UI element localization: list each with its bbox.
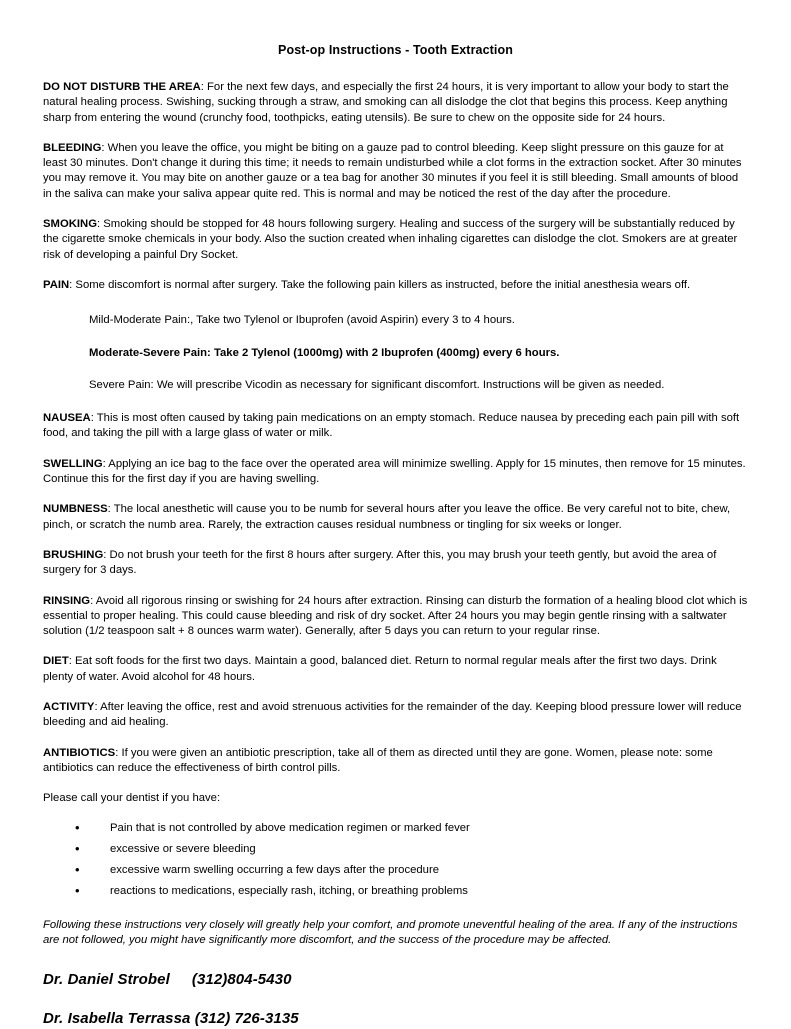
section-body: Do not brush your teeth for the first 8 hours after surgery. After this, you may brush your teeth gently, but avoid the area of surgery for 3 days. <box>43 548 717 577</box>
list-item <box>75 863 748 878</box>
section-paragraph <box>43 746 748 777</box>
bullet-icon: • <box>75 840 80 856</box>
section-paragraph <box>43 548 748 579</box>
list-item-label: excessive or severe bleeding <box>110 842 256 855</box>
symptom-list <box>43 821 748 900</box>
section-body: Avoid all rigorous rinsing or swishing for 24 hours after extraction. Rinsing can disturb the formation of a healing blood clot which is essential to proper healing. This could cause bleeding and risk of dry socket. After 24 hours you may begin gentle rinsing with a saltwater solution (1/2 teaspoon salt + 8 ounces warm water). Generally, after 5 days you can return to your regular rinse. <box>43 594 748 638</box>
section-body: After leaving the office, rest and avoid strenuous activities for the remainder of the day. Keeping blood pressure lower will reduce bleeding and aid healing. <box>43 701 742 729</box>
section-label-separator: : <box>90 412 94 425</box>
section-label: ANTIBIOTICS <box>43 746 116 759</box>
section-label-separator: : <box>68 655 72 668</box>
doctor-name: Dr. Daniel Strobel <box>43 971 170 989</box>
list-item <box>75 821 748 836</box>
section-body: Smoking should be stopped for 48 hours following surgery. Healing and success of the surgery will be substantially reduced by the cigarette smoke chemicals in your body. Also the suction created when inhaling cigarettes can dislodge the clot. Smokers are at greater risk of developing a painful Dry Socket. <box>43 218 738 261</box>
section-label: ACTIVITY <box>43 701 95 714</box>
pain-level-instruction: Mild-Moderate Pain:, Take two Tylenol or Ibuprofen (avoid Aspirin) every 3 to 4 hours. <box>89 314 515 327</box>
section-body: If you were given an antibiotic prescription, take all of them as directed until they are gone. Women, please note: some antibiotics can reduce the effectiveness of birth control pills. <box>43 746 713 774</box>
section-label-separator: : <box>90 594 94 607</box>
section-label-separator: : <box>94 701 98 714</box>
doctor-name: Dr. Isabella Terrassa <box>43 1010 191 1028</box>
section-body: Applying an ice bag to the face over the operated area will minimize swelling. Apply for 15 minutes, then remove for 15 minutes. Continue this for the first day if you are having swelling. <box>43 457 746 486</box>
section-label: NUMBNESS <box>43 503 108 516</box>
section-label: PAIN <box>43 278 70 291</box>
list-item-label: excessive warm swelling occurring a few days after the procedure <box>110 864 440 877</box>
section-paragraph <box>43 80 748 126</box>
section-paragraph <box>43 457 748 488</box>
section-label-separator: : <box>101 141 105 154</box>
section-paragraph <box>43 278 748 293</box>
bullet-icon: • <box>75 862 80 878</box>
sections-secondary <box>43 411 748 776</box>
list-item <box>75 842 748 857</box>
pain-level-instruction: Moderate-Severe Pain: Take 2 Tylenol (1000mg) with 2 Ibuprofen (400mg) every 6 hours. <box>89 346 560 359</box>
section-label: NAUSEA <box>43 412 91 425</box>
pain-levels-group <box>43 313 748 393</box>
closing-note: Following these instructions very closely will greatly help your comfort, and promote uneventful healing of the area. If any of the instructions are not followed, you might have significantly more discomfort, and the success of the procedure may be affected. <box>43 918 738 946</box>
section-body: For the next few days, and especially the first 24 hours, it is very important to allow your body to start the natural healing process. Swishing, sucking through a straw, and smoking can all dislodge the clot that begins this process. Keep anything sharp from entering the wound (crunchy food, toothpicks, eating utensils). Be sure to chew on the opposite side for 24 hours. <box>43 81 729 124</box>
sections-primary <box>43 80 748 293</box>
section-paragraph <box>43 217 748 263</box>
doctor-signature-line <box>43 1009 748 1029</box>
section-label-separator: : <box>107 503 111 516</box>
section-label: SMOKING <box>43 218 97 231</box>
section-paragraph <box>43 654 748 685</box>
pain-level-instruction: Severe Pain: We will prescribe Vicodin as necessary for significant discomfort. Instructions will be given as needed. <box>89 378 665 391</box>
section-body: When you leave the office, you might be biting on a gauze pad to control bleeding. Keep slight pressure on this gauze for at least 30 minutes. Don't change it during this time; it needs to remain undisturbed while a clot forms in the extraction socket. After 30 minutes you may remove it. You may bite on another gauze or a tea bag for another 30 minutes if you feel it is still bleeding. Small amounts of blood in the saliva can make your saliva appear quite red. This is normal and may be noticed the rest of the day after the procedure. <box>43 141 742 200</box>
list-item-label: reactions to medications, especially rash, itching, or breathing problems <box>110 885 468 898</box>
doctor-phone: (312) 726-3135 <box>194 1010 299 1028</box>
section-body: Some discomfort is normal after surgery. Take the following pain killers as instructed, before the initial anesthesia wears off. <box>72 278 691 291</box>
section-paragraph <box>43 411 748 442</box>
section-label-separator: : <box>102 457 106 470</box>
section-label: BRUSHING <box>43 548 104 561</box>
bullet-icon: • <box>75 819 80 835</box>
section-label-separator: : <box>115 746 119 759</box>
doctor-phone: (312)804-5430 <box>191 971 292 989</box>
section-label: DO NOT DISTURB THE AREA <box>43 81 201 93</box>
signature-block <box>43 970 748 1029</box>
section-paragraph <box>43 141 748 202</box>
bullet-icon: • <box>75 883 80 899</box>
section-label: DIET <box>43 655 69 668</box>
section-label-separator: : <box>103 548 107 561</box>
section-body: Eat soft foods for the first two days. Maintain a good, balanced diet. Return to normal regular meals after the first two days. Drink plenty of water. Avoid alcohol for 48 hours. <box>43 655 717 683</box>
section-paragraph <box>43 700 748 731</box>
section-label-separator: : <box>96 218 101 231</box>
doctor-signature-line <box>43 970 748 990</box>
page-title: Post-op Instructions - Tooth Extraction <box>278 43 513 57</box>
section-label: SWELLING <box>43 457 103 470</box>
list-item <box>75 884 748 899</box>
section-body: This is most often caused by taking pain medications on an empty stomach. Reduce nausea by preceding each pain pill with soft food, and taking the pill with a large glass of water or milk. <box>43 412 740 440</box>
section-label: RINSING <box>43 594 91 607</box>
section-label-separator: : <box>200 81 204 93</box>
call-dentist-prompt: Please call your dentist if you have: <box>43 792 221 805</box>
section-body: The local anesthetic will cause you to be numb for several hours after you leave the office. Be very careful not to bite, chew, pinch, or scratch the numb area. Rarely, the extraction causes residual numbness or tingling for six weeks or longer. <box>43 503 731 531</box>
section-paragraph <box>43 502 748 533</box>
section-label: BLEEDING <box>43 141 102 154</box>
list-item-label: Pain that is not controlled by above medication regimen or marked fever <box>110 821 470 834</box>
section-label-separator: : <box>69 278 73 291</box>
section-paragraph <box>43 594 748 640</box>
